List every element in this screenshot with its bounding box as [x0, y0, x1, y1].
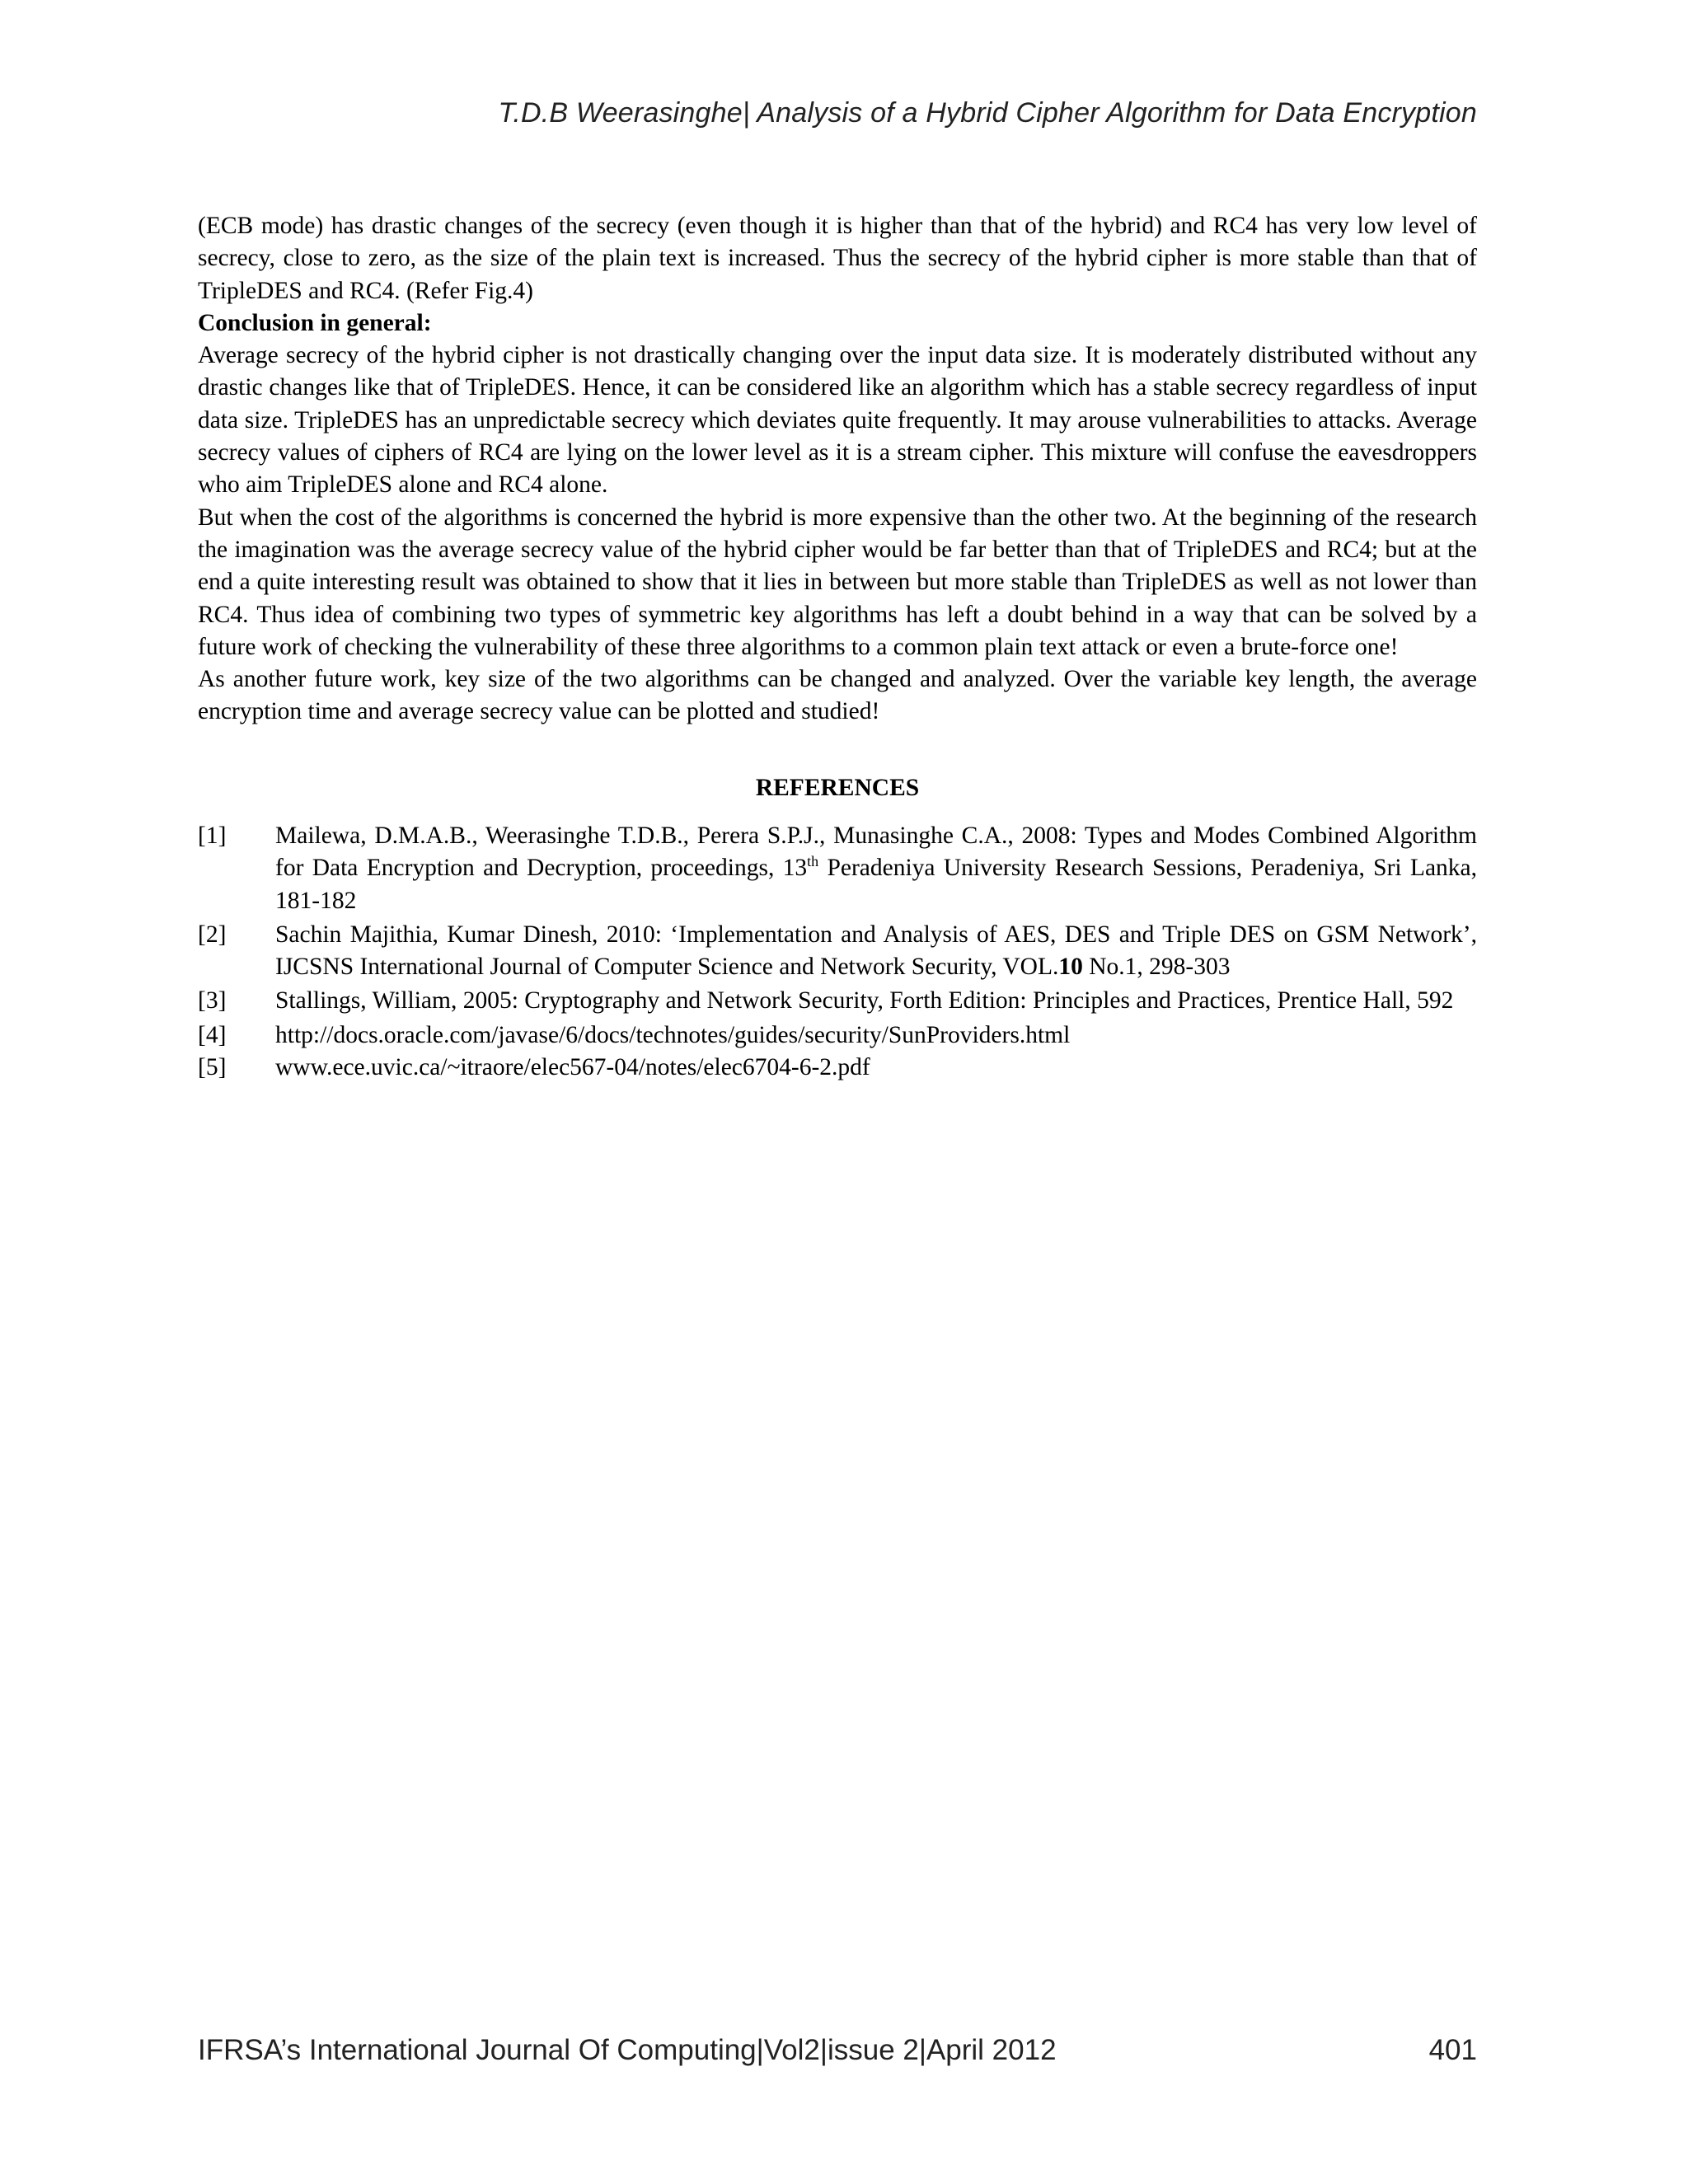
- reference-number: [2]: [198, 921, 227, 948]
- reference-list: [198, 820, 1477, 1084]
- reference-item: [198, 919, 1477, 984]
- reference-text: [275, 820, 1477, 917]
- reference-number: [3]: [198, 987, 227, 1015]
- reference-item: [198, 820, 1477, 917]
- reference-item: [198, 1052, 1477, 1084]
- volume-number: 10: [1058, 954, 1083, 981]
- reference-url: http://docs.oracle.com/javase/6/docs/technotes/guides/security/SunProviders.html: [275, 1021, 1071, 1048]
- paragraph-average-secrecy: Average secrecy of the hybrid cipher is not drastically changing over the input data size. It is moderately distributed without any drastic changes like that of TripleDES. Hence, it can be considered like an algorithm which has a stable secrecy regardless of input data size. TripleDES has an unpredictable secrecy which deviates quite frequently. It may arouse vulnerabilities to attacks. Average secrecy values of ciphers of RC4 are lying on the lower level as it is a stream cipher. This mixture will confuse the eavesdroppers who aim TripleDES alone and RC4 alone.: [198, 342, 1477, 499]
- reference-number: [4]: [198, 1021, 227, 1048]
- reference-item: [198, 985, 1477, 1017]
- references-heading: REFERENCES: [755, 775, 920, 801]
- ordinal-superscript: th: [807, 853, 819, 870]
- paragraph-cost: But when the cost of the algorithms is concerned the hybrid is more expensive than the other two. At the beginning of the research the imagination was the average secrecy value of the hybrid cipher would be far better than that of TripleDES and RC4; but at the end a quite interesting result was obtained to show that it lies in between but more stable than TripleDES as well as not lower than RC4. Thus idea of combining two types of symmetric key algorithms has left a doubt behind in a way that can be solved by a future work of checking the vulnerability of these three algorithms to a common plain text attack or even a brute-force one!: [198, 504, 1477, 660]
- reference-text-part: Mailewa, D.M.A.B., Weerasinghe T.D.B., Perera S.P.J., Munasinghe C.A., 2008: Types and Modes Combined Algorithm for Data Encryption and Decryption, proceedings, 13: [275, 823, 1477, 882]
- paragraph-future-work: As another future work, key size of the two algorithms can be changed and analyzed. Over the variable key length, the average encryption time and average secrecy value can be plotted and studied!: [198, 666, 1477, 725]
- reference-text-part: No.1, 298-303: [1082, 954, 1231, 981]
- reference-text: Stallings, William, 2005: Cryptography and Network Security, Forth Edition: Principles and Practices, Prentice Hall, 592: [275, 987, 1454, 1015]
- body-text: [198, 210, 1477, 729]
- running-header: T.D.B Weerasinghe| Analysis of a Hybrid Cipher Algorithm for Data Encryption: [498, 97, 1477, 129]
- paragraph-ecb-mode: (ECB mode) has drastic changes of the secrecy (even though it is higher than that of the hybrid) and RC4 has very low level of secrecy, close to zero, as the size of the plain text is increased. Thus the secrecy of the hybrid cipher is more stable than that of TripleDES and RC4. (Refer Fig.4): [198, 213, 1477, 304]
- conclusion-heading: Conclusion in general:: [198, 309, 432, 336]
- reference-number: [5]: [198, 1054, 227, 1081]
- reference-text-part: Sachin Majithia, Kumar Dinesh, 2010: ‘Implementation and Analysis of AES, DES and Triple DES on GSM Network’, IJCSNS International Journal of Computer Science and Network Security, VOL.: [275, 921, 1477, 981]
- reference-text: [275, 919, 1477, 984]
- reference-text-part: Peradeniya University Research Sessions, Peradeniya, Sri Lanka, 181-182: [275, 855, 1477, 914]
- reference-number: [1]: [198, 823, 227, 849]
- reference-url: www.ece.uvic.ca/~itraore/elec567-04/notes/elec6704-6-2.pdf: [275, 1054, 870, 1081]
- footer-journal: IFRSA’s International Journal Of Computing|Vol2|issue 2|April 2012: [198, 2034, 1057, 2066]
- reference-item: [198, 1019, 1477, 1052]
- page-number: 401: [1428, 2034, 1477, 2066]
